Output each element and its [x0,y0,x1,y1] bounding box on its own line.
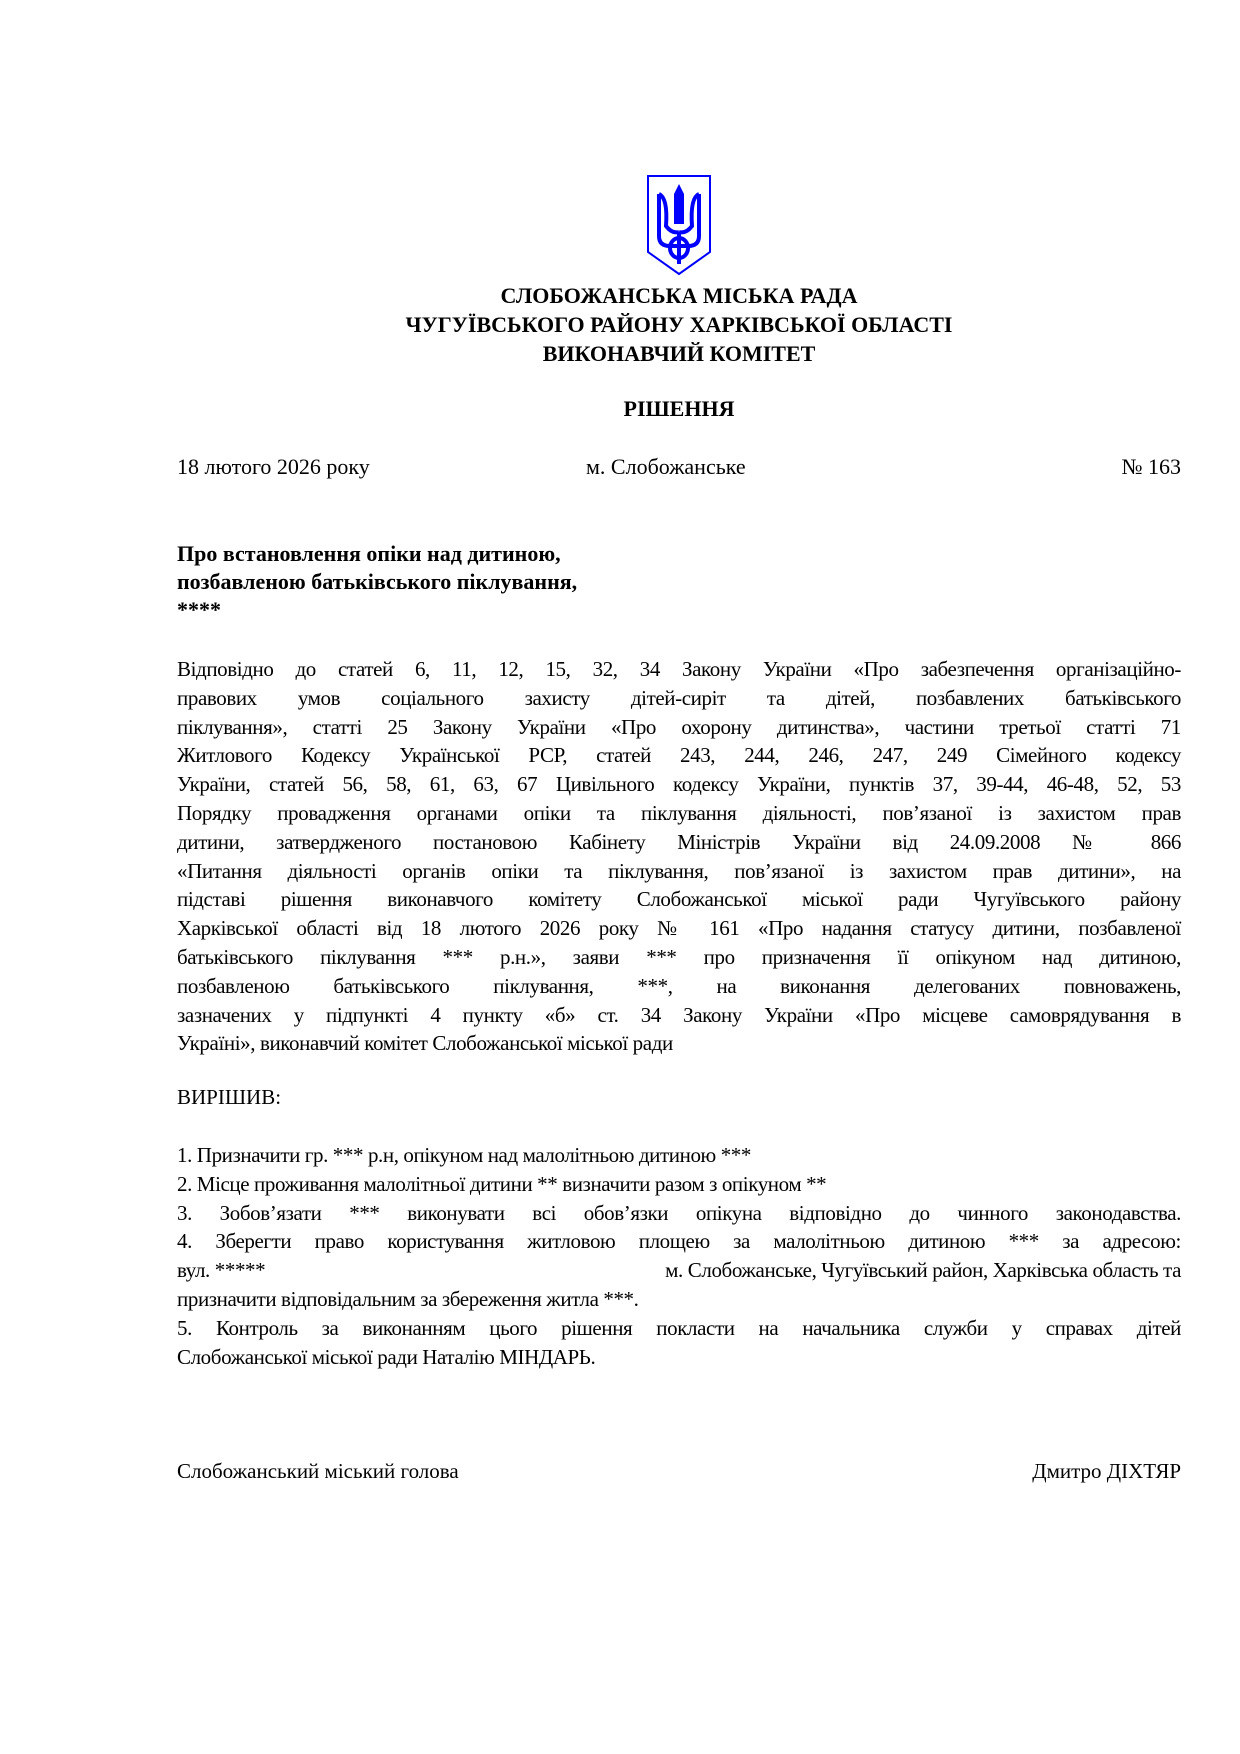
signatory-position: Слобожанський міський голова [177,1459,459,1483]
header-line: ВИКОНАВЧИЙ КОМІТЕТ [542,341,816,366]
preamble-line: Відповідно до статей 6, 11, 12, 15, 32, 34 Закону України «Про забезпечення організаційно- [177,657,1181,681]
resolved-label: ВИРІШИВ: [177,1085,282,1109]
preamble-line: підставі рішення виконавчого комітету Слобожанської міської ради Чугуївського району [177,887,1181,912]
preamble-line: України, статей 56, 58, 61, 63, 67 Цивільного кодексу України, пунктів 37, 39-44, 46-48, 52, 53 [177,772,1181,797]
preamble-line: Харківської області від 18 лютого 2026 року № 161 «Про надання статусу дитини, позбавленої [177,916,1181,941]
item-line: 1. Призначити гр. *** р.н, опікуном над малолітньою дитиною *** [177,1143,751,1167]
item-line: призначити відповідальним за збереження житла ***. [177,1286,639,1311]
preamble [177,655,1181,1058]
item-line: 5. Контроль за виконанням цього рішення покласти на начальника служби у справах дітей [177,1315,1181,1340]
preamble-line: Порядку провадження органами опіки та піклування діяльності, пов’язаної із захистом прав [177,800,1181,825]
item-line: 2. Місце проживання малолітньої дитини ** визначити разом з опікуном ** [177,1171,827,1196]
document-place: м. Слобожанське [586,454,746,479]
preamble-line: дитини, затвердженого постановою Кабінету Міністрів України від 24.09.2008 № 866 [177,829,1181,854]
subject-line: Про встановлення опіки над дитиною, [177,541,561,566]
preamble-line: «Питання діяльності органів опіки та піклування, пов’язаної із захистом прав дитини», на [177,858,1181,883]
subject-line: **** [177,597,221,622]
address-line [177,1256,1181,1285]
document-date: 18 лютого 2026 року [177,454,370,479]
item-line: 4. Зберегти право користування житловою площею за малолітньою дитиною *** за адресою: [177,1229,1181,1254]
resolution-items [177,1141,1181,1371]
document-meta [177,454,1181,484]
preamble-line: батьківського піклування *** р.н.», заяви *** про призначення її опікуном над дитиною, [177,944,1181,969]
preamble-line: зазначених у підпункті 4 пункту «б» ст. 34 Закону України «Про місцеве самоврядування в [177,1002,1181,1027]
preamble-line: Україні», виконавчий комітет Слобожанської міської ради [177,1031,673,1056]
coat-of-arms-icon [646,174,712,276]
subject-line: позбавленою батьківського піклування, [177,569,578,594]
issuer-header [177,281,1181,368]
address-street: вул. ***** [177,1258,266,1283]
item-line: 3. Зобов’язати *** виконувати всі обов’язки опікуна відповідно до чинного законодавства. [177,1200,1181,1225]
signatory-name: Дмитро ДІХТЯР [1032,1459,1181,1483]
preamble-line: Житлового Кодексу Української РСР, статей 243, 244, 246, 247, 249 Сімейного кодексу [177,743,1181,768]
header-line: ЧУГУЇВСЬКОГО РАЙОНУ ХАРКІВСЬКОЇ ОБЛАСТІ [405,312,953,337]
address-city: м. Слобожанське, Чугуївський район, Харківська область та [665,1258,1181,1283]
signature-block [177,1459,1181,1489]
preamble-line: правових умов соціального захисту дітей-сиріт та дітей, позбавлених батьківського [177,685,1181,710]
document-type: РІШЕННЯ [623,396,735,421]
header-line: СЛОБОЖАНСЬКА МІСЬКА РАДА [500,283,858,308]
document-subject [177,540,1181,624]
item-line: Слобожанської міської ради Наталію МІНДАРЬ. [177,1344,596,1369]
preamble-line: піклування», статті 25 Закону України «Про охорону дитинства», частини третьої статті 71 [177,714,1181,739]
preamble-line: позбавленою батьківського піклування, ***, на виконання делегованих повноважень, [177,973,1181,998]
document-number: № 163 [1121,454,1181,479]
